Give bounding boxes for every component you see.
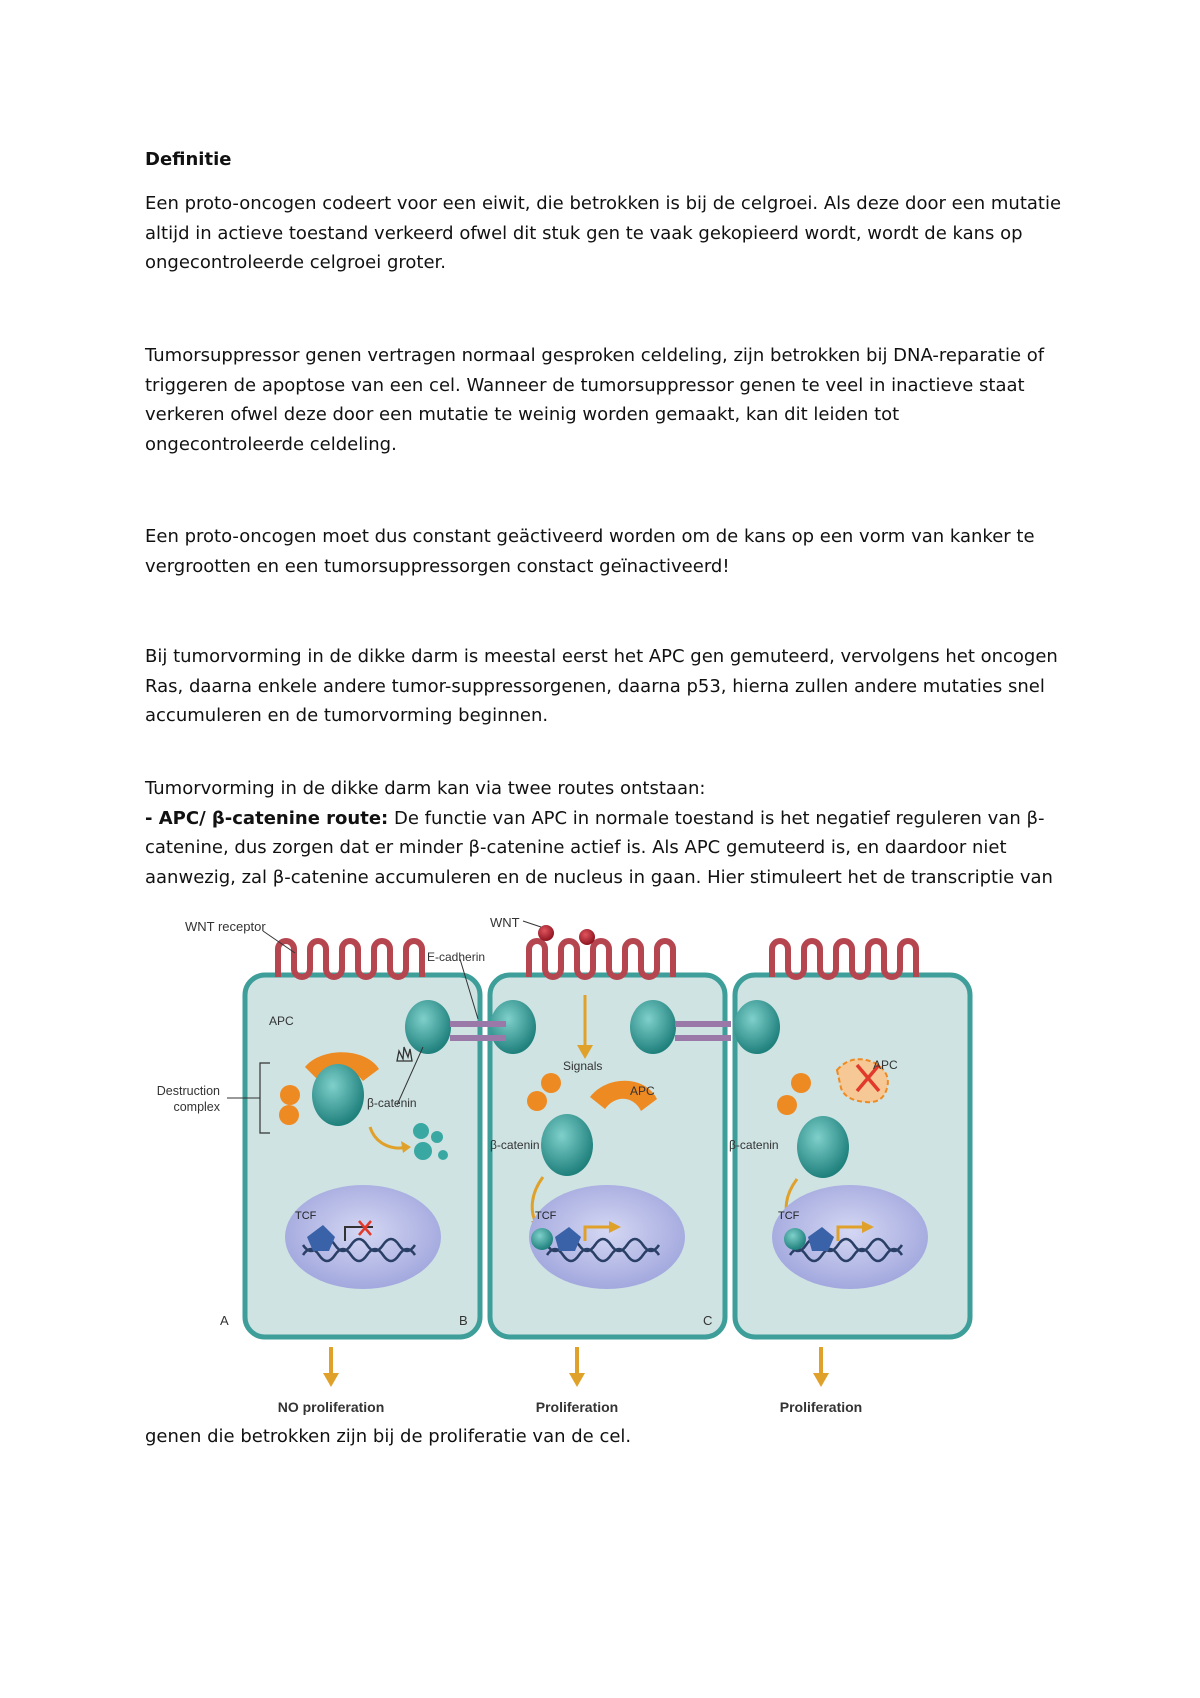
beta-catenin-icon bbox=[797, 1116, 849, 1178]
tcf-label: TCF bbox=[295, 1210, 317, 1222]
fragment-icon bbox=[414, 1142, 432, 1160]
cell-panel-a bbox=[245, 941, 480, 1337]
paragraph-routes bbox=[145, 774, 1065, 892]
fragment-icon bbox=[413, 1123, 429, 1139]
cell-panel-b bbox=[490, 925, 725, 1337]
destruction-complex-label: Destruction bbox=[156, 1084, 220, 1098]
paragraph-proto-oncogen bbox=[145, 189, 1065, 278]
panel-letter-b: B bbox=[459, 1313, 468, 1328]
wnt-receptor-icon bbox=[529, 941, 673, 977]
destruction-complex-label: complex bbox=[173, 1100, 220, 1114]
route-label: - APC/ β-catenine route: bbox=[145, 807, 389, 829]
protein-icon bbox=[527, 1091, 547, 1111]
section-heading: Definitie bbox=[145, 149, 232, 170]
leader-line bbox=[523, 921, 541, 927]
e-cadherin-label: E-cadherin bbox=[427, 950, 486, 964]
beta-catenin-label: β-catenin bbox=[729, 1138, 779, 1152]
protein-icon bbox=[279, 1105, 299, 1125]
e-cadherin-icon bbox=[450, 1035, 506, 1041]
e-cadherin-icon bbox=[450, 1021, 506, 1027]
panel-letter-c: C bbox=[703, 1313, 713, 1328]
apc-label: APC bbox=[269, 1014, 294, 1028]
text-line: ongecontroleerde celdeling. bbox=[145, 433, 397, 455]
beta-catenin-icon bbox=[734, 1000, 780, 1054]
route-text: De functie van APC in normale toestand is het negatief reguleren van β- bbox=[388, 807, 1045, 829]
wnt-label: WNT bbox=[490, 915, 520, 930]
text-line: Ras, daarna enkele andere tumor-suppressorgenen, daarna p53, hierna zullen andere mutaties snel bbox=[145, 675, 1045, 697]
paragraph-after-figure: genen die betrokken zijn bij de proliferatie van de cel. bbox=[145, 1426, 632, 1447]
outcome-arrow-icon bbox=[813, 1347, 829, 1387]
outcome-label-a: NO proliferation bbox=[277, 1399, 385, 1415]
wnt-receptor-icon bbox=[278, 941, 422, 977]
wnt-pathway-figure bbox=[145, 915, 1015, 1420]
outcome-label-b: Proliferation bbox=[535, 1399, 619, 1415]
text-line: Tumorvorming in de dikke darm kan via twee routes ontstaan: bbox=[145, 778, 706, 799]
wnt-ball-icon bbox=[579, 929, 595, 945]
text-line: verkeren ofwel deze door een mutatie te weinig worden gemaakt, kan dit leiden tot bbox=[145, 404, 900, 425]
outcome-arrow-icon bbox=[323, 1347, 339, 1387]
beta-catenin-label: β-catenin bbox=[367, 1096, 417, 1110]
text-line: Tumorsuppressor genen vertragen normaal gesproken celdeling, zijn betrokken bij DNA-reparatie of bbox=[145, 345, 1045, 366]
text-line: triggeren de apoptose van een cel. Wanneer de tumorsuppressor genen te veel in inactieve staat bbox=[145, 374, 1025, 396]
paragraph-darm bbox=[145, 642, 1065, 731]
paragraph-tumorsuppressor bbox=[145, 341, 1065, 459]
text-line: Een proto-oncogen codeert voor een eiwit, die betrokken is bij de celgroei. Als deze door een mutatie bbox=[145, 193, 1062, 214]
text-line: Bij tumorvorming in de dikke darm is meestal eerst het APC gen gemuteerd, vervolgens het oncogen bbox=[145, 646, 1058, 667]
beta-catenin-icon bbox=[531, 1228, 553, 1250]
wnt-receptor-icon bbox=[772, 941, 916, 977]
beta-catenin-icon bbox=[784, 1228, 806, 1250]
tcf-label: TCF bbox=[778, 1210, 800, 1222]
beta-catenin-label: β-catenin bbox=[490, 1138, 540, 1152]
beta-catenin-icon bbox=[630, 1000, 676, 1054]
tcf-label: TCF bbox=[535, 1210, 557, 1222]
panel-letter-a: A bbox=[220, 1313, 229, 1328]
text-line: Een proto-oncogen moet dus constant geäctiveerd worden om de kans op een vorm van kanker te bbox=[145, 526, 1035, 547]
protein-icon bbox=[280, 1085, 300, 1105]
protein-icon bbox=[791, 1073, 811, 1093]
beta-catenin-icon bbox=[541, 1114, 593, 1176]
text-line: accumuleren en de tumorvorming beginnen. bbox=[145, 705, 549, 726]
text-line bbox=[145, 804, 1065, 834]
outcome-label-c: Proliferation bbox=[779, 1399, 863, 1415]
e-cadherin-icon bbox=[675, 1035, 731, 1041]
wnt-ball-icon bbox=[538, 925, 554, 941]
protein-icon bbox=[541, 1073, 561, 1093]
fragment-icon bbox=[431, 1131, 443, 1143]
text-line: ongecontroleerde celgroei groter. bbox=[145, 252, 447, 273]
apc-label: APC bbox=[630, 1084, 655, 1098]
apc-label: APC bbox=[873, 1058, 898, 1072]
text-line: aanwezig, zal β-catenine accumuleren en de nucleus in gaan. Hier stimuleert het de transcriptie van bbox=[145, 866, 1053, 888]
signals-label: Signals bbox=[563, 1059, 603, 1073]
text-line: catenine, dus zorgen dat er minder β-catenine actief is. Als APC gemuteerd is, en daardoor niet bbox=[145, 837, 1007, 858]
beta-catenin-icon bbox=[312, 1064, 364, 1126]
beta-catenin-icon bbox=[405, 1000, 451, 1054]
text-line: altijd in actieve toestand verkeerd ofwel dit stuk gen te vaak gekopieerd wordt, wordt de kans op bbox=[145, 222, 1023, 244]
outcome-arrow-icon bbox=[569, 1347, 585, 1387]
protein-icon bbox=[777, 1095, 797, 1115]
text-line: vergrootten en een tumorsuppressorgen constact geïnactiveerd! bbox=[145, 555, 730, 577]
wnt-receptor-label: WNT receptor bbox=[185, 919, 266, 934]
fragment-icon bbox=[438, 1150, 448, 1160]
paragraph-summary bbox=[145, 522, 1065, 581]
e-cadherin-icon bbox=[675, 1021, 731, 1027]
